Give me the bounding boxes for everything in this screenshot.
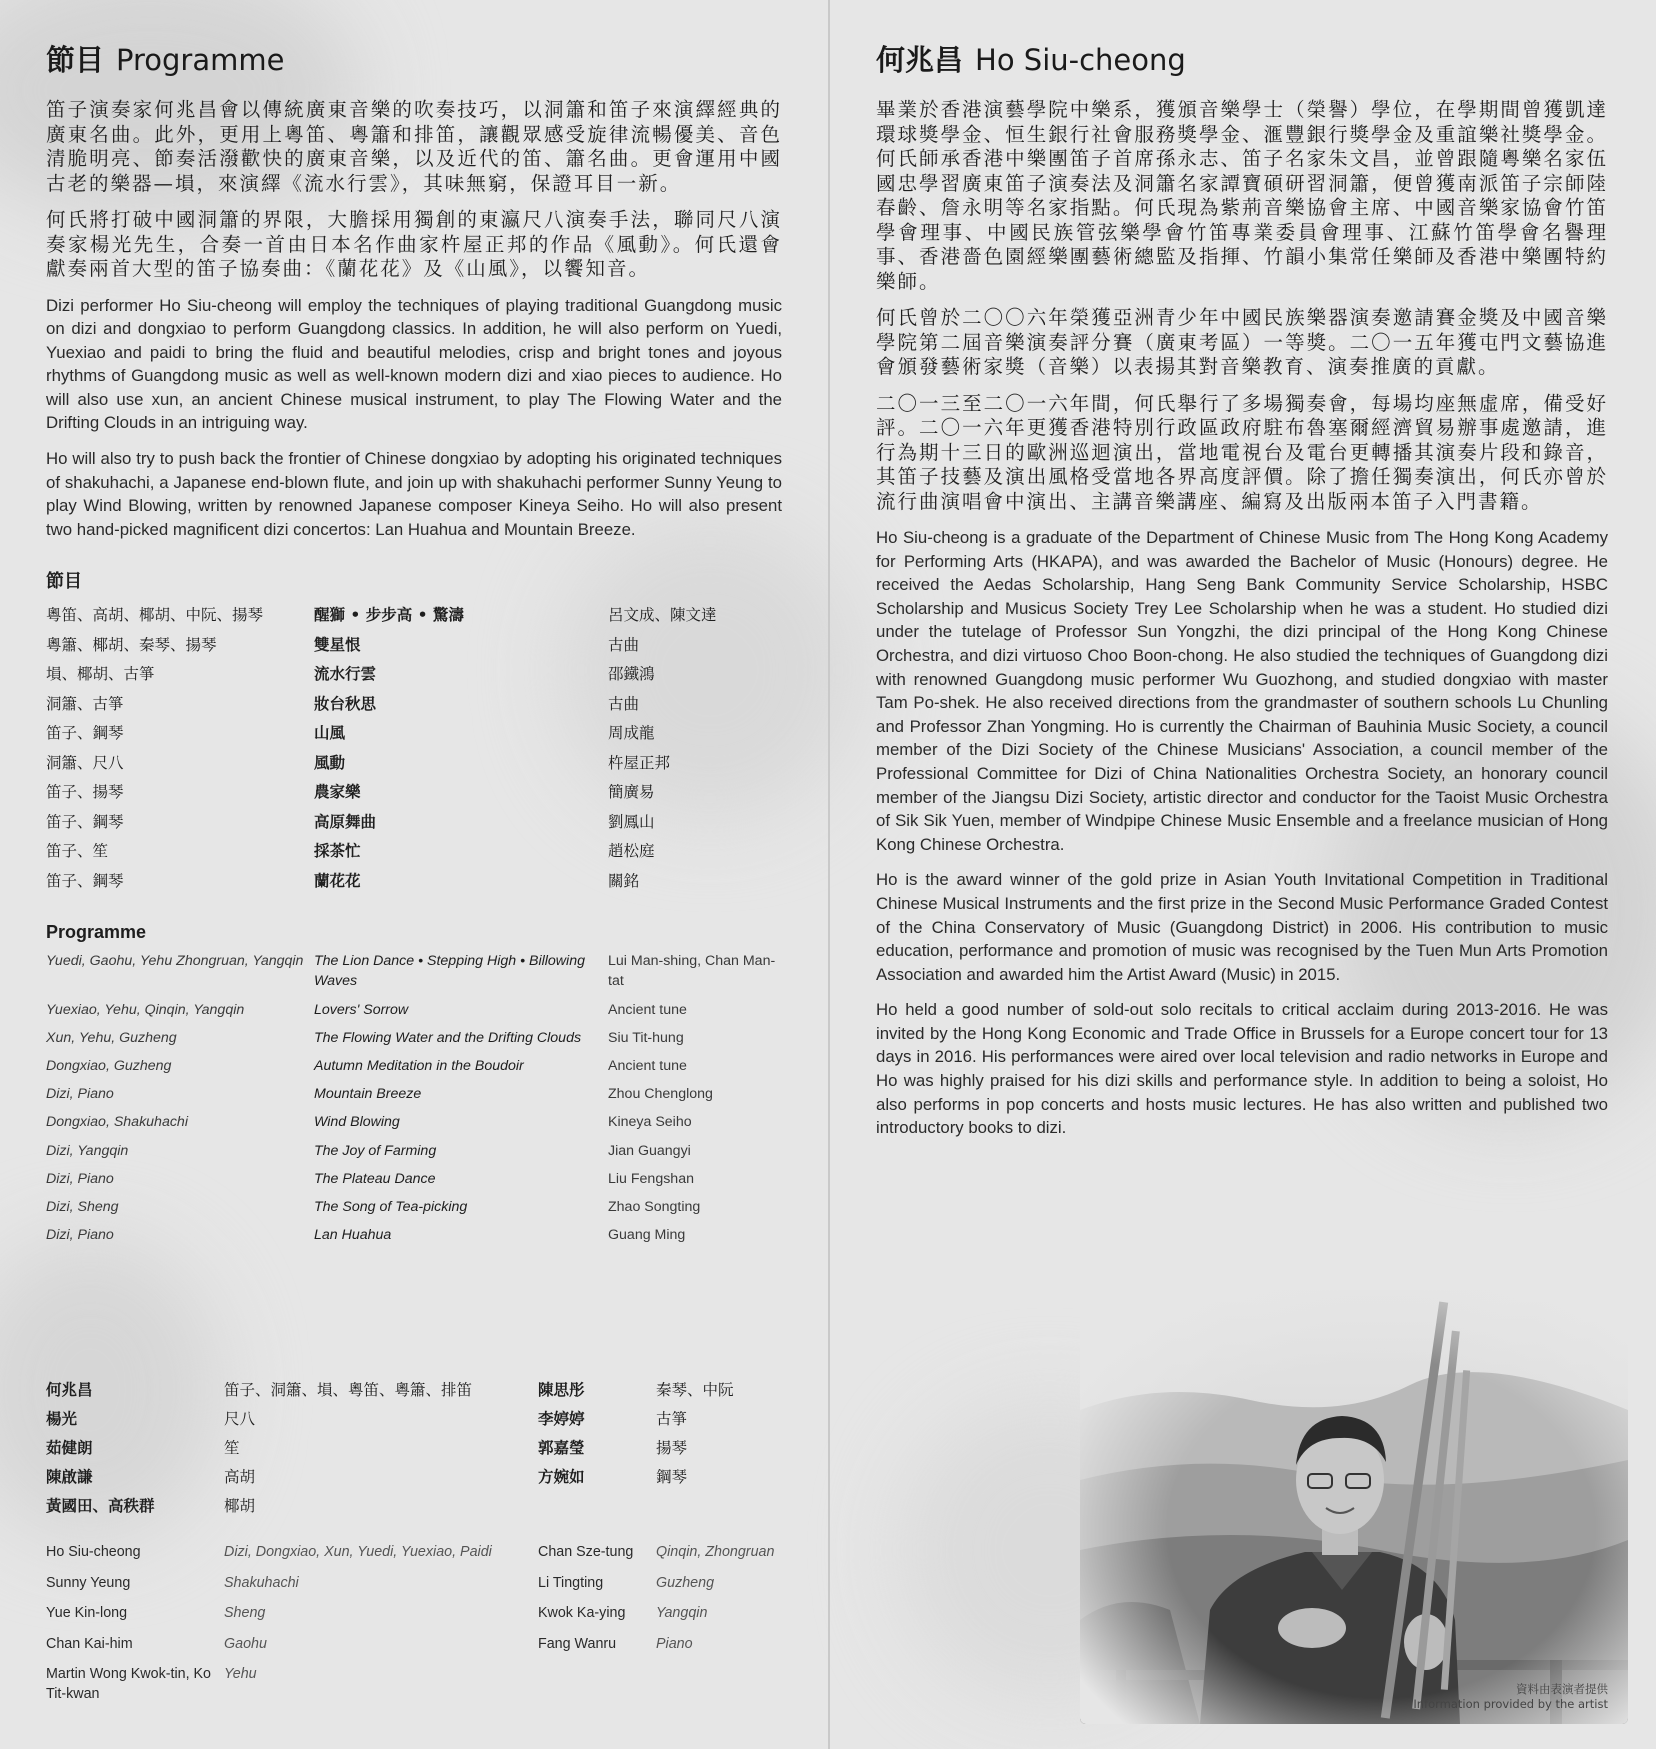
composer: Lui Man-shing, Chan Man-tat (608, 953, 776, 990)
programme-row (46, 1197, 782, 1217)
performer-name: 茹健朗 (46, 1439, 93, 1457)
performer-instruments: Qinqin, Zhongruan (656, 1544, 775, 1560)
instruments: 洞簫、尺八 (46, 753, 124, 772)
composer: Ancient tune (608, 1058, 687, 1074)
credit-zh: 資料由表演者提供 (1516, 1682, 1608, 1696)
performer-name: Ho Siu-cheong (46, 1544, 141, 1560)
programme-row (46, 1169, 782, 1189)
performer-name: Fang Wanru (538, 1635, 617, 1652)
composer: Siu Tit-hung (608, 1029, 684, 1046)
performer-instruments: 笛子、洞簫、塤、粵笛、粵簫、排笛 (224, 1381, 473, 1399)
composer: 周成龍 (608, 724, 655, 743)
performer-name: Li Tingting (538, 1574, 604, 1591)
piece-title: The Plateau Dance (314, 1170, 436, 1187)
page-fold (828, 0, 830, 1749)
performer-instruments: Sheng (224, 1605, 266, 1621)
performer-instruments: Shakuhachi (224, 1574, 299, 1591)
instruments: 粵笛、高胡、椰胡、中阮、揚琴 (46, 606, 264, 625)
programme-row (46, 1141, 782, 1161)
programme-row (46, 1112, 782, 1132)
composer: 古曲 (608, 694, 640, 713)
performer-instruments (656, 1492, 782, 1521)
piece-title: The Song of Tea-picking (314, 1198, 468, 1215)
performer-name: 楊光 (46, 1410, 78, 1428)
piece-title: 風動 (314, 753, 346, 772)
programme-row (46, 778, 782, 808)
programme-row (46, 837, 782, 867)
programme-row (46, 601, 782, 631)
bio-en-paragraph: Ho held a good number of sold-out solo recitals to critical acclaim during 2013-2016. He was invited by the Hong Kong Economic and Trade Office in Brussels for a Europe concert tour for 13 days in 2016. His performances were aired over local television and radio networks in Europe and Ho was highly praised for his dizi skills and performance style. In addition to being a soloist, Ho also performs in pop concerts and hosts music lectures. He has also written and published two introductory books to dizi. (876, 1000, 1608, 1138)
performers-zh (46, 1376, 782, 1521)
instruments: Dizi, Sheng (46, 1198, 119, 1215)
performer-instruments (656, 1659, 782, 1704)
instruments: 塤、椰胡、古箏 (46, 665, 155, 684)
performer-name: 陳啟謙 (46, 1468, 93, 1486)
performer-instruments: 秦琴、中阮 (656, 1381, 734, 1399)
artist-photo-illustration (1080, 1290, 1628, 1724)
performer-name (538, 1492, 656, 1521)
performer-name: 方婉如 (538, 1468, 585, 1486)
programme-list-heading-zh: 節目 (46, 571, 82, 593)
programme-list-zh (46, 601, 782, 896)
instruments: 笛子、笙 (46, 842, 109, 861)
performer-name: 何兆昌 (46, 1381, 93, 1399)
programme-heading (46, 40, 782, 80)
performer-instruments: 古箏 (656, 1410, 688, 1428)
programme-row (46, 1225, 782, 1245)
piece-title: Lovers' Sorrow (314, 1001, 409, 1018)
composer: 呂文成、陳文達 (608, 606, 717, 625)
instruments: 洞簫、古箏 (46, 694, 124, 713)
performer-name: Kwok Ka-ying (538, 1605, 626, 1621)
programme-row (46, 951, 782, 991)
programme-row (46, 690, 782, 720)
piece-title: Wind Blowing (314, 1114, 400, 1131)
performer-name: Chan Kai-him (46, 1635, 133, 1652)
bio-zh-paragraph: 何氏曾於二〇〇六年榮獲亞洲青少年中國民族樂器演奏邀請賽金獎及中國音樂學院第二屆音樂演奏評分賽（廣東考區）一等獎。二〇一五年獲屯門文藝協進會頒發藝術家獎（音樂）以表揚其對音樂教育、演奏推廣的貢獻。 (876, 306, 1608, 378)
piece-title: 醒獅 • 步步高 • 驚濤 (314, 606, 464, 625)
performer-name: Martin Wong Kwok-tin, Ko Tit-kwan (46, 1666, 212, 1702)
performer-instruments: 椰胡 (224, 1497, 256, 1515)
piece-title: 山風 (314, 724, 346, 743)
piece-title: 雙星恨 (314, 635, 361, 654)
biography-heading (876, 40, 1608, 80)
performer-instruments: 笙 (224, 1439, 240, 1457)
performer-name: Yue Kin-long (46, 1605, 128, 1621)
instruments: 笛子、鋼琴 (46, 871, 124, 890)
piece-title: Mountain Breeze (314, 1086, 422, 1103)
piece-title: Lan Huahua (314, 1227, 392, 1244)
composer: Kineya Seiho (608, 1114, 692, 1131)
instruments: Yuedi, Gaohu, Yehu Zhongruan, Yangqin (46, 953, 304, 970)
performer-name: Sunny Yeung (46, 1574, 131, 1591)
artist-photo (1080, 1290, 1628, 1724)
programme-list-heading-en: Programme (46, 922, 147, 943)
piece-title: 高原舞曲 (314, 812, 377, 831)
intro-en-paragraph: Dizi performer Ho Siu-cheong will employ the techniques of playing traditional Guangdong music on dizi and dongxiao to perform Guangdong classics. In addition, he will also perform on Yuedi, Yuexiao and paidi to bring the fluid and beautiful melodies, crisp and bright tones and joyous rhythms of Guangdong music as well as well-known modern dizi and xiao pieces to audience. Ho will also use xun, an ancient Chinese musical instrument, to play The Flowing Water and the Drifting Clouds in an intriguing way. (46, 295, 782, 433)
intro-zh-paragraph: 何氏將打破中國洞簫的界限，大膽採用獨創的東瀛尺八演奏手法，聯同尺八演奏家楊光先生，合奏一首由日本名作曲家杵屋正邦的作品《風動》。何氏還會獻奏兩首大型的笛子協奏曲：《蘭花花》及《山風》，以饗知音。 (46, 208, 782, 280)
performer-instruments: Yehu (224, 1666, 257, 1682)
programme-row (46, 631, 782, 661)
instruments: 笛子、鋼琴 (46, 724, 124, 743)
programme-row (46, 1056, 782, 1076)
biography-heading-en: Ho Siu-cheong (975, 43, 1186, 77)
composer: Liu Fengshan (608, 1170, 694, 1187)
photo-credit (1350, 1682, 1608, 1712)
instruments: Dizi, Yangqin (46, 1142, 129, 1159)
programme-row (46, 867, 782, 897)
programme-heading-en: Programme (116, 43, 285, 77)
performer-instruments: 揚琴 (656, 1439, 688, 1457)
piece-title: Autumn Meditation in the Boudoir (314, 1058, 524, 1074)
composer: Zhou Chenglong (608, 1086, 713, 1103)
instruments: 笛子、揚琴 (46, 783, 124, 802)
credit-en: Information provided by the artist (1413, 1697, 1608, 1711)
programme-row (46, 1000, 782, 1020)
piece-title: The Flowing Water and the Drifting Clouds (314, 1029, 582, 1046)
composer: 杵屋正邦 (608, 753, 671, 772)
composer: Ancient tune (608, 1001, 687, 1018)
intro-en-paragraph: Ho will also try to push back the frontier of Chinese dongxiao by adopting his originated techniques of shakuhachi, a Japanese end-blown flute, and join up with shakuhachi performer Sunny Yeung to play Wind Blowing, written by renowned Japanese composer Kineya Seiho. Ho will also present two hand-picked magnificent dizi concertos: Lan Huahua and Mountain Breeze. (46, 449, 782, 539)
instruments: Dizi, Piano (46, 1086, 114, 1103)
bio-en-paragraph: Ho Siu-cheong is a graduate of the Department of Chinese Music from The Hong Kong Academy for Performing Arts (HKAPA), and was awarded the Bachelor of Music (Honours) degree. He received the Aedas Scholarship, Hang Seng Bank Community Service Scholarship, HSBC Scholarship and Musicus Society Trey Lee Scholarship when he was a student. Ho studied dizi under the tutelage of Professor Sun Yongzhi, the dizi principal of the Hong Kong Chinese Orchestra, and dizi virtuoso Choo Boon-chong. He also studied the techniques of Guangdong dizi with renowned Guangdong music performer Wu Guozhong, and studied dongxiao with master Tam Po-shek. He also received directions from the grandmaster of southern schools Lu Chunling and Professor Zhan Yongming. Ho is currently the Chairman of Bauhinia Music Society, a council member of the Dizi Society of the Chinese Musicians' Association, a council member of the Professional Committee for Dizi of China Nationalities Orchestra Society, an honorary council member of the Jiangsu Dizi Society, artistic director and conductor for the Taoist Music Orchestra of Sik Sik Yuen, member of Windpipe Chinese Music Ensemble and a freelance musician of Hong Kong Chinese Orchestra. (876, 528, 1608, 854)
composer: 關銘 (608, 871, 640, 890)
instruments: Dizi, Piano (46, 1227, 114, 1244)
piece-title: The Joy of Farming (314, 1142, 437, 1159)
programme-row (46, 660, 782, 690)
composer: Guang Ming (608, 1227, 686, 1244)
programme-row (46, 1028, 782, 1048)
composer: Jian Guangyi (608, 1142, 691, 1159)
performer-name: 李婷婷 (538, 1410, 585, 1428)
piece-title: 蘭花花 (314, 871, 361, 890)
performer-instruments: Piano (656, 1635, 693, 1652)
instruments: Xun, Yehu, Guzheng (46, 1029, 177, 1046)
piece-title: 流水行雲 (314, 665, 377, 684)
bio-zh-paragraph: 二〇一三至二〇一六年間，何氏舉行了多場獨奏會，每場均座無虛席，備受好評。二〇一六年更獲香港特別行政區政府駐布魯塞爾經濟貿易辦事處邀請，進行為期十三日的歐洲巡迴演出，當地電視台及電台更轉播其演奏片段和錄音，其笛子技藝及演出風格受當地各界高度評價。除了擔任獨奏演出，何氏亦曾於流行曲演唱會中演出、主講音樂講座、編寫及出版兩本笛子入門書籍。 (876, 391, 1608, 513)
performer-instruments: 尺八 (224, 1410, 256, 1428)
instruments: 笛子、鋼琴 (46, 812, 124, 831)
bio-zh-paragraph: 畢業於香港演藝學院中樂系，獲頒音樂學士（榮譽）學位，在學期間曾獲凱達環球獎學金、恒生銀行社會服務獎學金、滙豐銀行獎學金及重誼樂社獎學金。何氏師承香港中樂團笛子首席孫永志、笛子名家朱文昌，並曾跟隨粵樂名家伍國忠學習廣東笛子演奏法及洞簫名家譚寶碩研習洞簫，便曾獲南派笛子宗師陸春齡、詹永明等名家指點。何氏現為紫荊音樂協會主席、中國音樂家協會竹笛學會理事、中國民族管弦樂學會竹笛專業委員會理事、江蘇竹笛學會名譽理事、香港嗇色園經樂團藝術總監及指揮、竹韻小集常任樂師及香港中樂團特約樂師。 (876, 98, 1608, 293)
intro-zh-paragraph: 笛子演奏家何兆昌會以傳統廣東音樂的吹奏技巧，以洞簫和笛子來演繹經典的廣東名曲。此外，更用上粵笛、粵簫和排笛，讓觀眾感受旋律流暢優美、音色清脆明亮、節奏活潑歡快的廣東音樂，以及近代的笛、簫名曲。更會運用中國古老的樂器—塤，來演繹《流水行雲》，其味無窮，保證耳目一新。 (46, 98, 782, 195)
performer-name: 黃國田、高秩群 (46, 1497, 155, 1515)
biography-heading-zh: 何兆昌 (876, 43, 964, 77)
performer-name: Chan Sze-tung (538, 1544, 634, 1560)
performer-instruments: Yangqin (656, 1605, 708, 1621)
composer: 邵鐵鴻 (608, 665, 655, 684)
programme-row (46, 749, 782, 779)
instruments: Yuexiao, Yehu, Qinqin, Yangqin (46, 1001, 245, 1018)
programme-column (46, 40, 782, 1253)
programme-row (46, 808, 782, 838)
composer: 簡廣易 (608, 783, 655, 802)
biography-column (876, 40, 1608, 1152)
piece-title: 妝台秋思 (314, 694, 377, 713)
programme-row (46, 719, 782, 749)
bio-en-paragraph: Ho is the award winner of the gold prize in Asian Youth Invitational Competition in Traditional Chinese Musical Instruments and the first prize in the Second Music Performance Graded Contest of the China Conservatory of Music (Guangdong District) in 2006. His contribution to music education, performance and promotion of music was recognised by the Tuen Mun Arts Promotion Association and awarded him the Artist Award (Music) in 2015. (876, 870, 1608, 984)
programme-row (46, 1084, 782, 1104)
performer-name: 陳思彤 (538, 1381, 585, 1399)
composer: 劉鳳山 (608, 812, 655, 831)
performer-name: 郭嘉瑩 (538, 1439, 585, 1457)
composer: 古曲 (608, 635, 640, 654)
composer: 趙松庭 (608, 842, 655, 861)
composer: Zhao Songting (608, 1198, 701, 1215)
piece-title: The Lion Dance • Stepping High • Billowing Waves (314, 953, 585, 990)
instruments: Dizi, Piano (46, 1170, 114, 1187)
instruments: Dongxiao, Guzheng (46, 1058, 172, 1074)
performer-instruments: Dizi, Dongxiao, Xun, Yuedi, Yuexiao, Paidi (224, 1544, 492, 1560)
performer-instruments: 鋼琴 (656, 1468, 688, 1486)
performer-instruments: Guzheng (656, 1574, 715, 1591)
piece-title: 農家樂 (314, 783, 361, 802)
instruments: Dongxiao, Shakuhachi (46, 1114, 188, 1131)
performers-en (46, 1537, 782, 1704)
programme-heading-zh: 節目 (46, 43, 105, 77)
instruments: 粵簫、椰胡、秦琴、揚琴 (46, 635, 217, 654)
performer-name (538, 1659, 656, 1704)
performer-instruments: Gaohu (224, 1635, 267, 1652)
piece-title: 採茶忙 (314, 842, 361, 861)
performer-instruments: 高胡 (224, 1468, 256, 1486)
programme-list-en (46, 951, 782, 1245)
